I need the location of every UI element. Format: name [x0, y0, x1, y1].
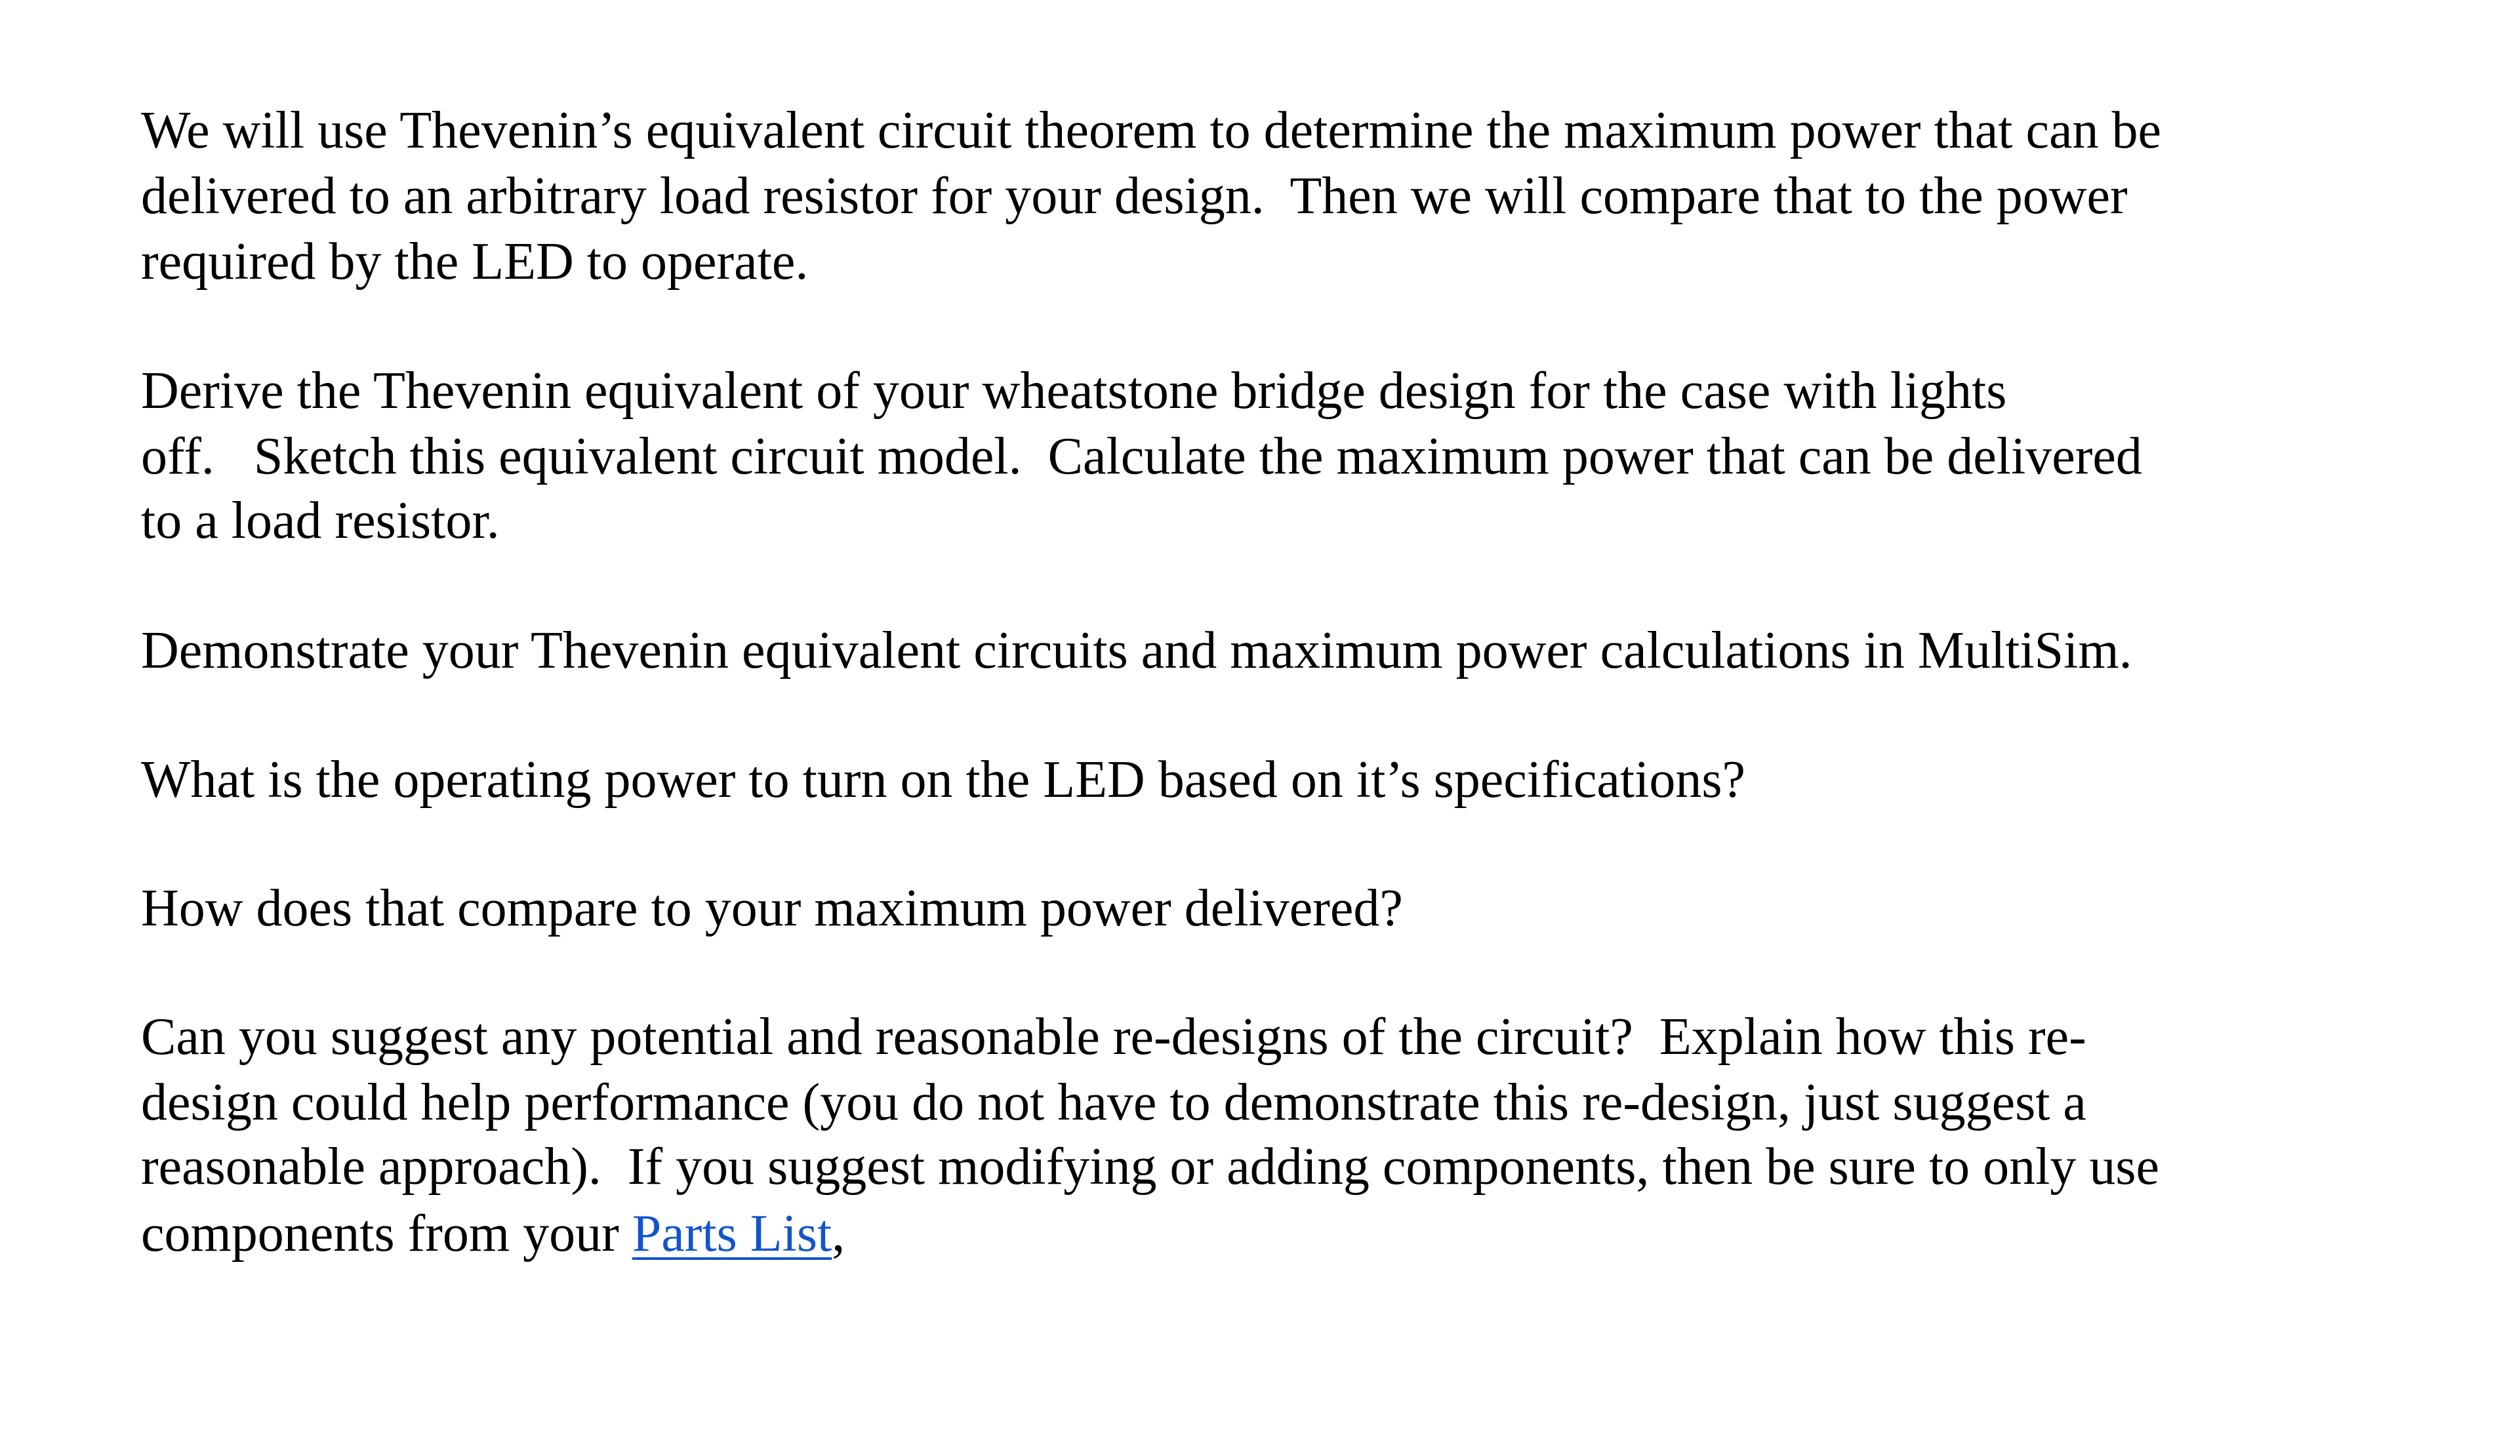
paragraph-1-line-2: delivered to an arbitrary load resistor for your design. Then we will compare that to the power	[141, 167, 2128, 225]
paragraph-4-line-1: What is the operating power to turn on the LED based on it’s specifications?	[141, 751, 1746, 809]
paragraph-1-line-1: We will use Thevenin’s equivalent circuit theorem to determine the maximum power that can be	[141, 102, 2161, 159]
paragraph-2-line-1: Derive the Thevenin equivalent of your wheatstone bridge design for the case with lights	[141, 362, 2007, 420]
paragraph-5-line-1: How does that compare to your maximum power delivered?	[141, 880, 1403, 937]
paragraph-2-line-3: to a load resistor.	[141, 492, 500, 550]
paragraph-1-line-3: required by the LED to operate.	[141, 233, 809, 291]
final-line-prefix: components from your	[141, 1205, 632, 1263]
final-line-suffix: ,	[832, 1205, 845, 1263]
paragraph-6-line-4	[141, 1202, 845, 1266]
paragraph-2-line-2: off. Sketch this equivalent circuit model. Calculate the maximum power that can be delivered	[141, 428, 2142, 485]
paragraph-6-line-2: design could help performance (you do not have to demonstrate this re-design, just suggest a	[141, 1074, 2086, 1131]
parts-list-link[interactable]: Parts List	[632, 1205, 832, 1263]
paragraph-6-line-1: Can you suggest any potential and reasonable re-designs of the circuit? Explain how this re-	[141, 1008, 2086, 1066]
paragraph-3-line-1: Demonstrate your Thevenin equivalent circuits and maximum power calculations in MultiSim.	[141, 622, 2132, 679]
paragraph-6-line-3: reasonable approach). If you suggest modifying or adding components, then be sure to only use	[141, 1138, 2160, 1196]
